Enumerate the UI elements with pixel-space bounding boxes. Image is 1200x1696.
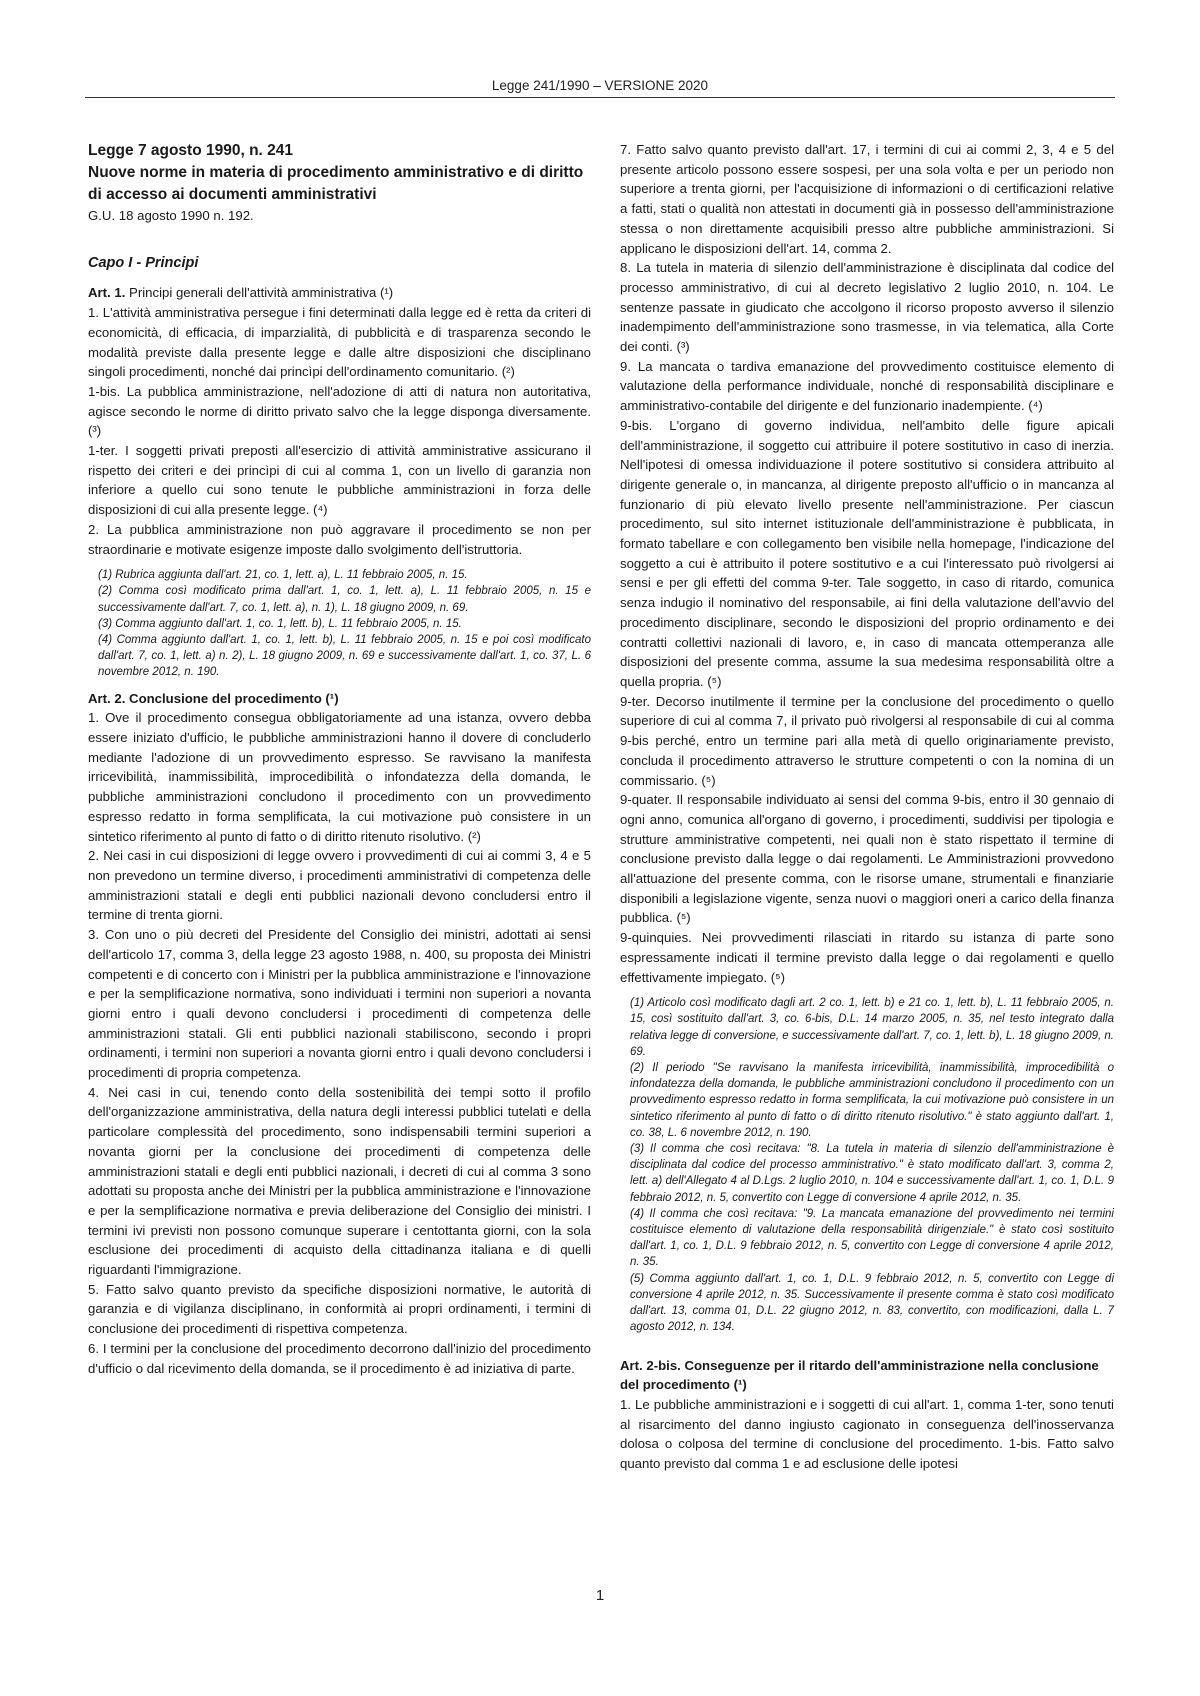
article-2-heading: [88, 689, 591, 709]
footnote: (2) Il periodo "Se ravvisano la manifesta irricevibilità, inammissibilità, improcedibilità o infondatezza della domanda, le pubbliche amministrazioni concludono il procedimento con un provvedimento espresso redatto in forma semplificata, la cui motivazione può consistere in un sintetico riferimento al punto di fatto o di diritto ritenuto risolutivo." è stato aggiunto dall'art. 1, co. 38, L. 6 novembre 2012, n. 190.: [630, 1062, 1114, 1139]
page-number: 1: [595, 1587, 605, 1604]
footnote: (1) Rubrica aggiunta dall'art. 21, co. 1, lett. a), L. 11 febbraio 2005, n. 15.: [98, 569, 468, 582]
footnote: (5) Comma aggiunto dall'art. 1, co. 1, D.L. 9 febbraio 2012, n. 5, convertito con Legge di conversione 4 aprile 2012, n. 35. Successivamente il presente comma è stato così modificato dall'art. 13, comma 01, D.L. 22 giugno 2012, n. 83, convertito, con modificazioni, dalla L. 7 agosto 2012, n. 134.: [630, 1272, 1114, 1334]
article-2-paragraph: 9-quater. Il responsabile individuato ai sensi del comma 9-bis, entro il 30 gennaio di ogni anno, comunica all'organo di governo, i procedimenti, suddivisi per tipologia e strutture amministrative competenti, nei quali non è stato rispettato il termine di conclusione previsto dalla legge o dai regolamenti. Le Amministrazioni provvedono all'attuazione del presente comma, con le risorse umane, strumentali e finanziarie disponibili a legislazione vigente, senza nuovi o maggiori oneri a carico della finanza pubblica. (⁵): [620, 792, 1114, 926]
article-1-title: Principi generali dell'attività amministrativa (¹): [129, 285, 394, 301]
footnote: (4) Il comma che così recitava: "9. La mancata emanazione del provvedimento nei termini costituisce elemento di valutazione della responsabilità dirigenziale." è stato così sostituito dall'art. 1, co. 1, D.L. 9 febbraio 2012, n. 5, convertito con Legge di conversione 4 aprile 2012, n. 35.: [630, 1207, 1114, 1269]
article-1-heading: [88, 283, 591, 303]
article-2-paragraph: 1. Ove il procedimento consegua obbligatoriamente ad una istanza, ovvero debba essere iniziato d'ufficio, le pubbliche amministrazioni hanno il dovere di concluderlo mediante l'adozione di un provvedimento espresso. Se ravvisano la manifesta irricevibilità, inammissibilità, improcedibilità o infondatezza della domanda, le pubbliche amministrazioni concludono il procedimento con un provvedimento espresso redatto in forma semplificata, la cui motivazione può consistere in un sintetico riferimento al punto di fatto o di diritto ritenuto risolutivo. (²): [88, 710, 591, 844]
article-1-number: Art. 1.: [88, 285, 126, 301]
article-2-paragraph: 6. I termini per la conclusione del procedimento decorrono dall'inizio del procedimento d'ufficio o dal ricevimento della domanda, se il procedimento è ad iniziativa di parte.: [88, 1340, 591, 1376]
article-2-paragraph: 8. La tutela in materia di silenzio dell'amministrazione è disciplinata dal codice del processo amministrativo, di cui al decreto legislativo 2 luglio 2010, n. 104. Le sentenze passate in giudicato che accolgono il ricorso proposto avverso il silenzio inadempimento dell'amministrazione sono trasmesse, in via telematica, alla Corte dei conti. (³): [620, 260, 1114, 355]
article-2-paragraph: 9-ter. Decorso inutilmente il termine per la conclusione del procedimento o quello superiore di cui al comma 7, il privato può rivolgersi al responsabile di cui al comma 9-bis perché, entro un termine pari alla metà di quello originariamente previsto, concluda il procedimento attraverso le strutture competenti o con la nomina di un commissario. (⁵): [620, 693, 1114, 788]
article-1-footnotes: [98, 567, 591, 680]
article-1-paragraph: 1-ter. I soggetti privati preposti all'esercizio di attività amministrative assicurano il rispetto dei criteri e dei princìpi di cui al comma 1, con un livello di garanzia non inferiore a quello cui sono tenute le pubbliche amministrazioni in forza delle disposizioni di cui alla presente legge. (⁴): [88, 443, 591, 518]
law-title: Legge 7 agosto 1990, n. 241: [88, 142, 294, 159]
article-2-paragraph: 9. La mancata o tardiva emanazione del provvedimento costituisce elemento di valutazione della performance individuale, nonché di responsabilità disciplinare e amministrativo-contabile del dirigente e del funzionario inadempiente. (⁴): [620, 358, 1114, 414]
gazette-reference: G.U. 18 agosto 1990 n. 192.: [88, 208, 254, 223]
footnote: (1) Articolo così modificato dagli art. 2 co. 1, lett. b) e 21 co. 1, lett. b), L. 11 febbraio 2005, n. 15, così sostituito dall'art. 3, co. 6-bis, D.L. 14 marzo 2005, n. 35, nel testo integrato dalla relativa legge di conversione, e successivamente dall'art. 7, co. 1, lett. b), L. 18 giugno 2009, n. 69.: [630, 997, 1114, 1058]
article-2-paragraph: 9-quinquies. Nei provvedimenti rilasciati in ritardo su istanza di parte sono espressamente indicati il termine previsto dalla legge o dai regolamenti e quello effettivamente impiegato. (⁵): [620, 930, 1114, 985]
article-2-paragraph: 2. Nei casi in cui disposizioni di legge ovvero i provvedimenti di cui ai commi 3, 4 e 5 non prevedono un termine diverso, i procedimenti amministrativi di competenza delle amministrazioni statali e degli enti pubblici nazionali devono concludersi entro il termine di trenta giorni.: [88, 848, 591, 923]
article-2-title: Conclusione del procedimento (¹): [129, 690, 339, 706]
left-column: [88, 140, 591, 1378]
article-2-paragraph: 4. Nei casi in cui, tenendo conto della sostenibilità dei tempi sotto il profilo dell'organizzazione amministrativa, della natura degli interessi pubblici tutelati e della particolare complessità del procedimento, sono indispensabili termini superiori a novanta giorni per la conclusione dei procedimenti di competenza delle amministrazioni statali e degli enti pubblici nazionali, i decreti di cui al comma 3 sono adottati su proposta anche dei Ministri per la pubblica amministrazione e l'innovazione e per la semplificazione normativa e previa deliberazione del Consiglio dei ministri. I termini ivi previsti non possono comunque superare i centottanta giorni, con la sola esclusione dei procedimenti di acquisto della cittadinanza italiana e di quelli riguardanti l'immigrazione.: [88, 1084, 591, 1278]
chapter-heading: Capo I - Principi: [88, 254, 199, 271]
footnote: (3) Comma aggiunto dall'art. 1, co. 1, lett. b), L. 11 febbraio 2005, n. 15.: [98, 617, 462, 630]
article-2-footnotes: [630, 995, 1114, 1335]
article-2bis-paragraph: 1. Le pubbliche amministrazioni e i soggetti di cui all'art. 1, comma 1-ter, sono tenuti al risarcimento del danno ingiusto cagionato in conseguenza dell'inosservanza dolosa o colposa del termine di conclusione del procedimento. 1-bis. Fatto salvo quanto previsto dal comma 1 e ad esclusione delle ipotesi: [620, 1396, 1114, 1472]
footnote: (4) Comma aggiunto dall'art. 1, co. 1, lett. b), L. 11 febbraio 2005, n. 15 e poi così modificato dall'art. 7, co. 1, lett. a) n. 2), L. 18 giugno 2009, n. 69 e successivamente dall'art. 1, co. 37, L. 6 novembre 2012, n. 190.: [98, 634, 591, 679]
footnote: (3) Il comma che così recitava: "8. La tutela in materia di silenzio dell'amministrazione è disciplinata dal codice del processo amministrativo." è stato modificato dall'art. 3, comma 2, lett. a) dell'Allegato 4 al D.Lgs. 2 luglio 2010, n. 104 e successivamente dall'art. 1, co. 1, D.L. 9 febbraio 2012, n. 5, convertito con Legge di conversione 4 aprile 2012, n. 35.: [630, 1143, 1114, 1204]
article-1-paragraph: 2. La pubblica amministrazione non può aggravare il procedimento se non per straordinarie e motivate esigenze imposte dallo svolgimento dell'istruttoria.: [88, 521, 591, 557]
article-1-paragraph: 1-bis. La pubblica amministrazione, nell'adozione di atti di natura non autoritativa, agisce secondo le norme di diritto privato salvo che la legge disponga diversamente. (³): [88, 383, 591, 439]
article-2-paragraph: 9-bis. L'organo di governo individua, nell'ambito delle figure apicali dell'amministrazione, il soggetto cui attribuire il potere sostitutivo in caso di inerzia. Nell'ipotesi di omessa individuazione il potere sostitutivo si considera attribuito al dirigente generale o, in mancanza, al dirigente preposto all'ufficio o in mancanza al funzionario di più elevato livello presente nell'amministrazione. Per ciascun procedimento, sul sito internet istituzionale dell'amministrazione è pubblicata, in formato tabellare e con collegamento ben visibile nella homepage, l'indicazione del soggetto a cui è attribuito il potere sostitutivo e a cui l'interessato può rivolgersi ai sensi e per gli effetti del comma 9-ter. Tale soggetto, in caso di ritardo, comunica senza indugio il nominativo del responsabile, ai fini della valutazione dell'avvio del procedimento disciplinare, secondo le disposizioni del proprio ordinamento e dei contratti collettivi nazionali di lavoro, e, in caso di mancata ottemperanza alle disposizioni del presente comma, assume la sua medesima responsabilità oltre a quella propria. (⁵): [620, 417, 1114, 689]
right-column: [620, 140, 1114, 1474]
article-2bis-heading: Art. 2-bis. Conseguenze per il ritardo dell'amministrazione nella conclusione del procedimento (¹): [620, 1357, 1099, 1393]
law-subtitle: Nuove norme in materia di procedimento amministrativo e di diritto di accesso ai documenti amministrativi: [88, 164, 584, 203]
running-header: Legge 241/1990 – VERSIONE 2020: [491, 78, 709, 93]
article-1-paragraph: 1. L'attività amministrativa persegue i fini determinati dalla legge ed è retta da criteri di economicità, di efficacia, di imparzialità, di pubblicità e di trasparenza secondo le modalità previste dalla presente legge e dalle altre disposizioni che disciplinano singoli procedimenti, nonché dai princìpi dell'ordinamento comunitario. (²): [88, 305, 591, 380]
footnote: (2) Comma così modificato prima dall'art. 1, co. 1, lett. a), L. 11 febbraio 2005, n. 15 e successivamente dall'art. 7, co. 1, lett. a), n. 1), L. 18 giugno 2009, n. 69.: [98, 585, 591, 614]
header-divider: [85, 97, 1115, 98]
article-2-paragraph: 5. Fatto salvo quanto previsto da specifiche disposizioni normative, le autorità di garanzia e di vigilanza disciplinano, in conformità ai propri ordinamenti, i termini di conclusione dei procedimenti di rispettiva competenza.: [88, 1281, 591, 1337]
article-2-paragraph: 3. Con uno o più decreti del Presidente del Consiglio dei ministri, adottati ai sensi dell'articolo 17, comma 3, della legge 23 agosto 1988, n. 400, su proposta dei Ministri competenti e di concerto con i Ministri per la pubblica amministrazione e l'innovazione e per la semplificazione normativa, sono individuati i termini non superiori a novanta giorni entro i quali devono concludersi i procedimenti di competenza delle amministrazioni statali. Gli enti pubblici nazionali stabiliscono, secondo i propri ordinamenti, i termini non superiori a novanta giorni entro i quali devono concludersi i procedimenti di propria competenza.: [88, 927, 591, 1081]
article-2-paragraph: 7. Fatto salvo quanto previsto dall'art. 17, i termini di cui ai commi 2, 3, 4 e 5 del presente articolo possono essere sospesi, per una sola volta e per un periodo non superiore a trenta giorni, per l'acquisizione di informazioni o di certificazioni relative a fatti, stati o qualità non attestati in documenti già in possesso dell'amministrazione stessa o non direttamente acquisibili presso altre pubbliche amministrazioni. Si applicano le disposizioni dell'art. 14, comma 2.: [620, 142, 1114, 256]
article-2-number: Art. 2.: [88, 690, 126, 706]
